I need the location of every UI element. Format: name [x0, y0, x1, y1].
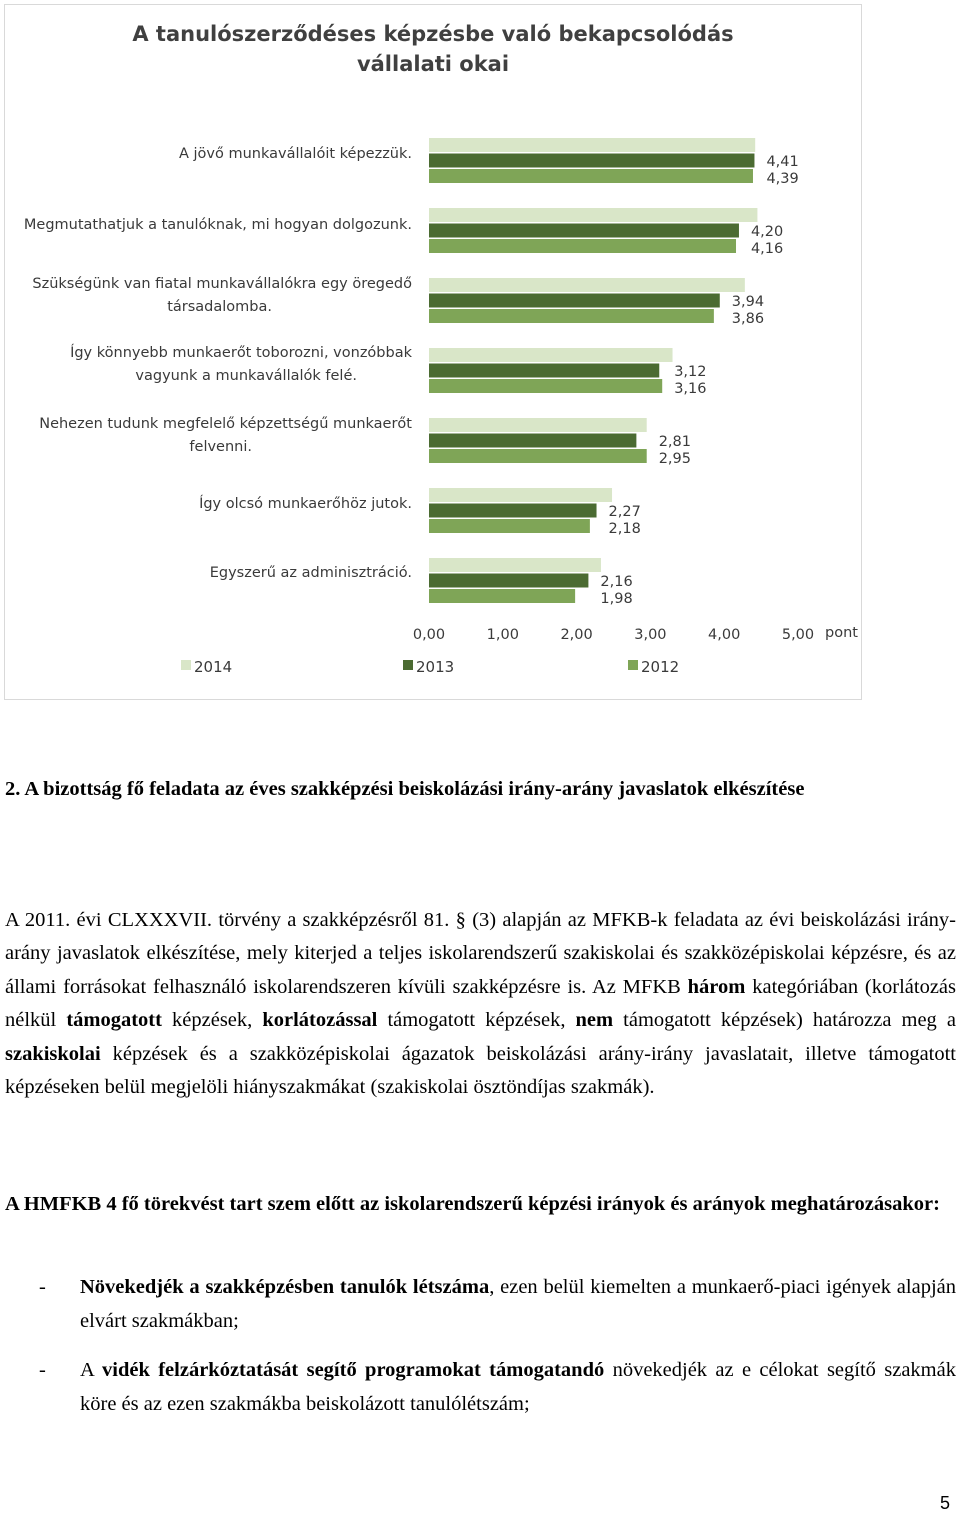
para1-text-5: támogatott képzések) határozza meg a — [613, 1009, 956, 1032]
paragraph-1 — [5, 904, 956, 1104]
chart-figure — [4, 4, 862, 700]
section-heading: 2. A bizottság fő feladata az éves szakképzési beiskolázási irány-arány javaslatok elkészítése — [5, 778, 805, 800]
para1-bold-1: három — [687, 975, 746, 998]
legend — [181, 658, 679, 676]
x-tick-label: 2,00 — [560, 627, 593, 643]
category-label: felvenni. — [189, 439, 252, 455]
value-label: 2,16 — [600, 574, 633, 590]
chart-title — [132, 22, 733, 76]
bar — [429, 208, 757, 222]
para1-bold-2: támogatott — [66, 1009, 162, 1032]
bar — [429, 294, 720, 308]
paragraph-2 — [5, 1188, 956, 1222]
category-label: A jövő munkavállalóit képezzük. — [179, 146, 412, 162]
bullet-2-text: növekedjék az e célokat segítő szakmák köre és az ezen szakmákba beiskolázott tanulólétszám; — [80, 1359, 956, 1415]
bullet-dash: - — [39, 1359, 46, 1381]
value-label: 4,41 — [766, 154, 799, 170]
bar — [429, 418, 647, 432]
bar — [429, 169, 753, 183]
bullet-item-1 — [5, 1271, 956, 1341]
bullet-1-text: , ezen belül kiemelten a munkaerő-piaci igények alapján elvárt szakmákban; — [80, 1276, 956, 1332]
x-unit-label: pont — [825, 625, 858, 641]
bar — [429, 348, 673, 362]
bar — [429, 379, 662, 393]
bar — [429, 558, 601, 572]
value-label: 3,12 — [674, 364, 707, 380]
para1-bold-3: korlátozással — [262, 1009, 378, 1032]
category-labels — [24, 146, 413, 581]
legend-swatch — [403, 660, 413, 670]
value-label: 2,18 — [608, 521, 641, 537]
legend-swatch — [628, 660, 638, 670]
value-label: 4,39 — [766, 171, 799, 187]
para1-text-6: képzések és a szakközépiskolai ágazatok beiskolázási arány-irány javaslatait, illetve támogatott képzéseken belül megjelöli hiányszakmákat (szakiskolai ösztöndíjas szakmák). — [5, 1042, 956, 1099]
para1-text-2: kategóriában (korlátozás nélkül — [5, 975, 956, 1032]
bullet-1-bold: Növekedjék a szakképzésben tanulók létszáma — [80, 1276, 490, 1298]
bullet-2-bold: vidék felzárkóztatását segítő programokat támogatandó — [102, 1359, 605, 1381]
legend-label: 2012 — [641, 658, 680, 676]
category-label: Szükségünk van fiatal munkavállalókra egy öregedő — [32, 276, 412, 292]
x-tick-label: 4,00 — [708, 627, 741, 643]
x-tick-label: 3,00 — [634, 627, 667, 643]
paragraph-2-text: A HMFKB 4 fő törekvést tart szem előtt az iskolarendszerű képzési irányok és arányok meghatározásakor: — [5, 1193, 940, 1215]
category-label: vagyunk a munkavállalók felé. — [135, 368, 357, 384]
bullet-item-2 — [5, 1354, 956, 1424]
category-label: Így olcsó munkaerőhöz jutok. — [199, 496, 412, 512]
bar — [429, 574, 588, 588]
bar — [429, 434, 636, 448]
legend-label: 2013 — [416, 658, 455, 676]
value-label: 2,81 — [658, 434, 692, 450]
legend-label: 2014 — [194, 658, 233, 676]
legend-swatch — [181, 660, 191, 670]
page-number: 5 — [940, 1493, 951, 1513]
bar — [429, 504, 597, 518]
x-tick-label: 5,00 — [781, 627, 815, 643]
bar — [429, 239, 736, 253]
bullet-dash: - — [39, 1276, 46, 1298]
bar — [429, 449, 647, 463]
value-label: 3,94 — [731, 294, 765, 310]
bars — [429, 138, 757, 603]
value-label: 3,16 — [674, 381, 707, 397]
category-label: társadalomba. — [167, 299, 272, 315]
chart-title-line: A tanulószerződéses képzésbe való bekapcsolódás — [132, 22, 734, 46]
bar — [429, 309, 714, 323]
bar — [429, 224, 739, 238]
value-label: 2,95 — [658, 451, 692, 467]
value-label: 4,16 — [750, 241, 784, 257]
para1-text-1: A 2011. évi CLXXXVII. törvény a szakképzésről 81. § (3) alapján az MFKB-k feladata az évi beiskolázási irány-arány javaslatok elkészítése, mely kiterjed a teljes iskolarendszerű szakiskolai és szakközépiskolai képzésre, és az állami forrásokat felhasználó iskolarendszeren kívüli szakképzésre is. Az MFKB — [5, 909, 956, 998]
bar — [429, 519, 590, 533]
bullet-2-text-0: A — [80, 1359, 103, 1381]
bullet-text — [80, 1271, 956, 1338]
bar — [429, 278, 745, 292]
bar — [429, 589, 575, 603]
para1-text-4: támogatott képzések, — [377, 1009, 576, 1032]
category-label: Így könnyebb munkaerőt toborozni, vonzóbbak — [70, 345, 412, 361]
value-label: 1,98 — [600, 591, 633, 607]
category-label: Egyszerű az adminisztráció. — [209, 565, 412, 581]
para1-bold-4: nem — [575, 1009, 614, 1032]
x-tick-label: 0,00 — [412, 627, 446, 643]
bar — [429, 488, 612, 502]
value-label: 2,27 — [608, 504, 641, 520]
value-label: 3,86 — [731, 311, 765, 327]
category-label: Nehezen tudunk megfelelő képzettségű munkaerőt — [39, 416, 412, 432]
bar — [429, 364, 659, 378]
bar — [429, 138, 755, 152]
bullet-text — [80, 1354, 956, 1421]
x-axis — [413, 625, 858, 643]
chart-title-line: vállalati okai — [356, 52, 510, 76]
category-label: Megmutathatjuk a tanulóknak, mi hogyan dolgozunk. — [23, 217, 412, 233]
bar — [429, 154, 754, 168]
bar-chart — [5, 5, 861, 699]
x-tick-label: 1,00 — [486, 627, 519, 643]
para1-bold-5: szakiskolai — [5, 1042, 101, 1065]
para1-text-3: képzések, — [161, 1009, 263, 1032]
value-label: 4,20 — [750, 224, 784, 240]
